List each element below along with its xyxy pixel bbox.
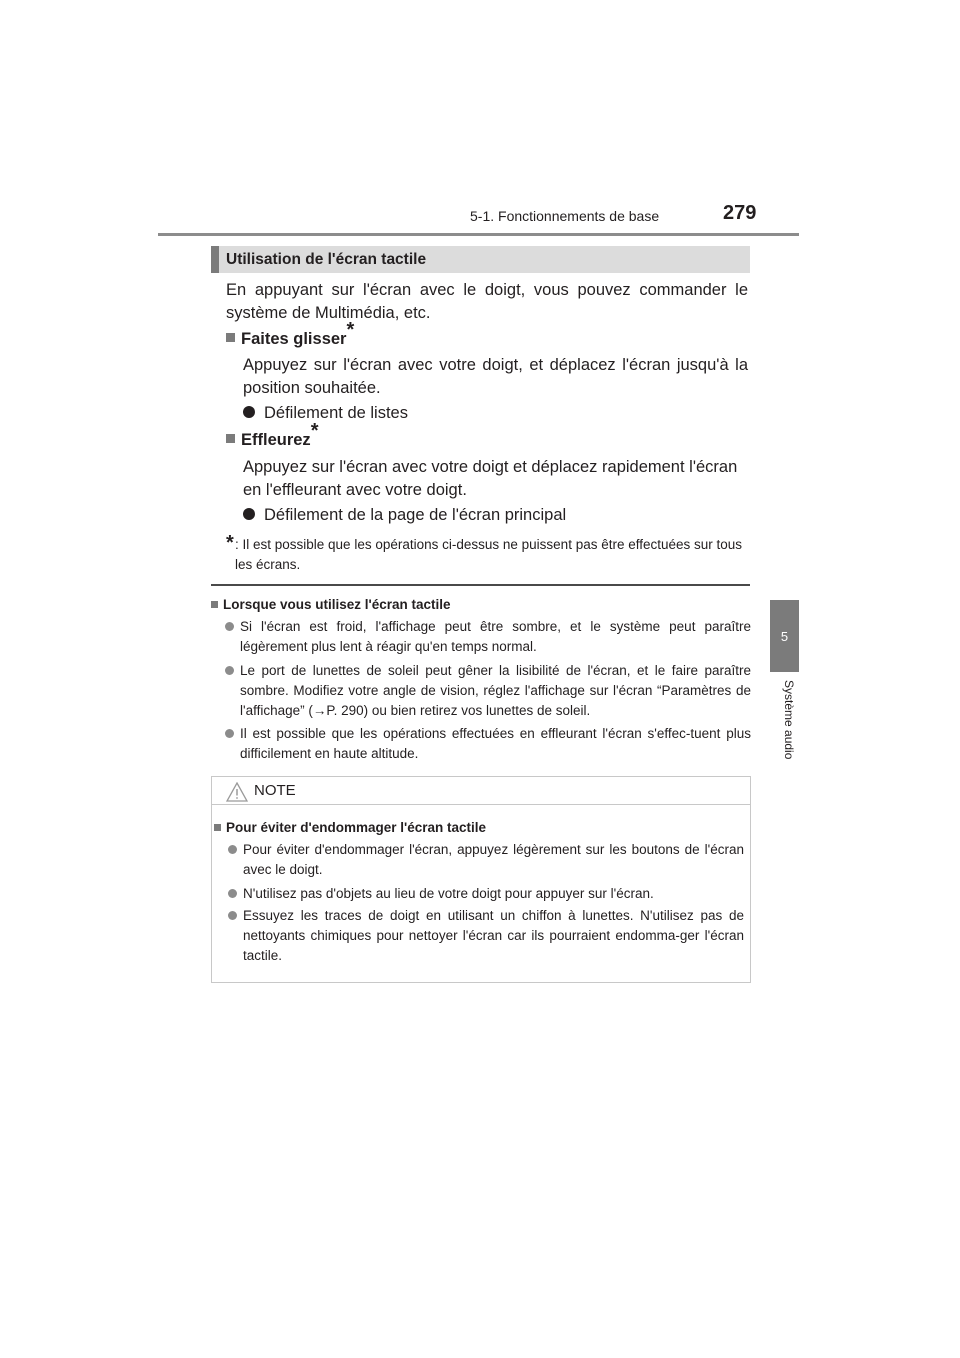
- square-bullet-icon: [226, 434, 235, 443]
- note-label: NOTE: [254, 782, 296, 799]
- item-desc-effleurez: Appuyez sur l'écran avec votre doigt et déplacez rapidement l'écran en l'effleurant avec votre doigt.: [243, 458, 738, 499]
- square-bullet-icon: [214, 824, 221, 831]
- warning-triangle-icon: [226, 782, 248, 802]
- bullet-dot-icon: [243, 508, 255, 520]
- item-bullet-glisser: Défilement de listes: [243, 402, 408, 425]
- info-heading: Lorsque vous utilisez l'écran tactile: [211, 595, 451, 615]
- info-bullet-1: Si l'écran est froid, l'affichage peut être sombre, et le système peut paraître légèrement plus lent à réagir qu'en temps normal.: [225, 617, 751, 657]
- note-header-divider: [211, 804, 751, 805]
- footnote-mark: *: [226, 532, 234, 554]
- running-header-section: 5-1. Fonctionnements de base: [470, 208, 660, 224]
- item-heading-effleurez: Effleurez*: [226, 429, 318, 452]
- page-number: 279: [723, 202, 757, 224]
- info-bullet-3: Il est possible que les opérations effectuées en effleurant l'écran s'effec-tuent plus difficilement en haute altitude.: [225, 724, 751, 764]
- header-rule: [158, 233, 799, 236]
- note-heading: Pour éviter d'endommager l'écran tactile: [214, 818, 486, 838]
- item-bullet-effleurez: Défilement de la page de l'écran principal: [243, 504, 566, 527]
- bullet-dot-icon: [228, 845, 237, 854]
- bullet-dot-icon: [228, 889, 237, 898]
- note-bullet-1: Pour éviter d'endommager l'écran, appuyez légèrement sur les boutons de l'écran avec le doigt.: [228, 840, 744, 880]
- section-divider: [211, 584, 750, 586]
- square-bullet-icon: [226, 333, 235, 342]
- bullet-dot-icon: [225, 666, 234, 675]
- item-heading-glisser: Faites glisser*: [226, 328, 354, 351]
- bullet-dot-icon: [225, 729, 234, 738]
- bullet-dot-icon: [225, 622, 234, 631]
- chapter-label: Système audio: [782, 680, 796, 760]
- intro-paragraph: En appuyant sur l'écran avec le doigt, vous pouvez commander le système de Multimédia, etc.: [226, 281, 748, 322]
- bullet-dot-icon: [243, 406, 255, 418]
- item-desc-glisser: Appuyez sur l'écran avec votre doigt, et déplacez l'écran jusqu'à la position souhaitée.: [243, 356, 748, 397]
- info-bullet-2: Le port de lunettes de soleil peut gêner la lisibilité de l'écran, et le faire paraître sombre. Modifiez votre angle de vision, réglez l'affichage sur l'écran “Paramètres de l'affichage” (→P. 290) ou bien retirez vos lunettes de soleil.: [225, 661, 751, 721]
- section-title: Utilisation de l'écran tactile: [226, 251, 427, 268]
- note-bullet-2: N'utilisez pas d'objets au lieu de votre doigt pour appuyer sur l'écran.: [228, 884, 744, 904]
- chapter-tab: [770, 600, 799, 672]
- bullet-dot-icon: [228, 911, 237, 920]
- note-bullet-3: Essuyez les traces de doigt en utilisant un chiffon à lunettes. N'utilisez pas de nettoyants chimiques pour nettoyer l'écran car ils pourraient endomma-ger l'écran tactile.: [228, 906, 744, 966]
- section-heading: [211, 246, 750, 273]
- footnote-text: : Il est possible que les opérations ci-dessus ne puissent pas être effectuées sur tous les écrans.: [235, 537, 743, 572]
- square-bullet-icon: [211, 601, 218, 608]
- chapter-number: 5: [780, 628, 789, 644]
